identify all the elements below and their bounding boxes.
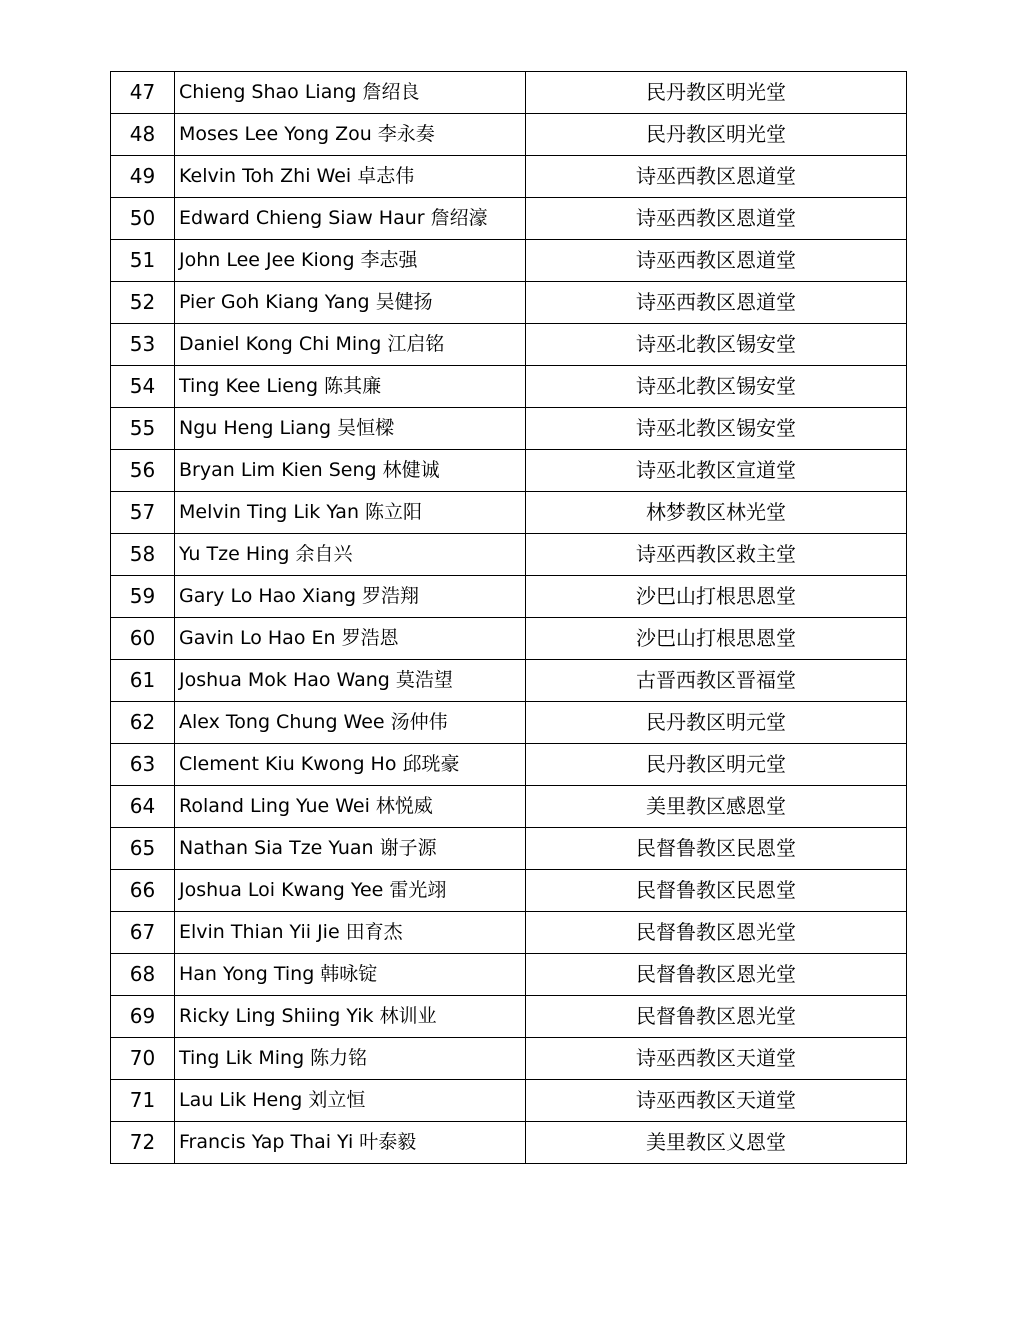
- table-row: [111, 1038, 907, 1080]
- table-row: [111, 660, 907, 702]
- row-number-cell: 48: [111, 114, 175, 156]
- row-number-cell: 69: [111, 996, 175, 1038]
- row-number-cell: 50: [111, 198, 175, 240]
- participant-name-cell: Bryan Lim Kien Seng 林健诚: [175, 450, 526, 492]
- row-number-cell: 64: [111, 786, 175, 828]
- church-cell: 民督鲁教区恩光堂: [526, 996, 907, 1038]
- row-number-cell: 59: [111, 576, 175, 618]
- church-cell: 民丹教区明光堂: [526, 72, 907, 114]
- row-number-cell: 61: [111, 660, 175, 702]
- table-row: [111, 114, 907, 156]
- church-cell: 民督鲁教区恩光堂: [526, 954, 907, 996]
- row-number-cell: 70: [111, 1038, 175, 1080]
- church-cell: 美里教区感恩堂: [526, 786, 907, 828]
- row-number-cell: 60: [111, 618, 175, 660]
- participant-name-cell: Clement Kiu Kwong Ho 邱珖豪: [175, 744, 526, 786]
- row-number-cell: 62: [111, 702, 175, 744]
- participant-name-cell: Nathan Sia Tze Yuan 谢子源: [175, 828, 526, 870]
- participant-name-cell: Chieng Shao Liang 詹绍良: [175, 72, 526, 114]
- table-row: [111, 408, 907, 450]
- row-number-cell: 54: [111, 366, 175, 408]
- row-number-cell: 47: [111, 72, 175, 114]
- participant-name-cell: Gavin Lo Hao En 罗浩恩: [175, 618, 526, 660]
- table-row: [111, 72, 907, 114]
- church-cell: 诗巫西教区恩道堂: [526, 240, 907, 282]
- church-cell: 诗巫北教区锡安堂: [526, 408, 907, 450]
- church-cell: 美里教区义恩堂: [526, 1122, 907, 1164]
- table-row: [111, 1080, 907, 1122]
- table-row: [111, 324, 907, 366]
- church-cell: 民丹教区明元堂: [526, 702, 907, 744]
- participant-name-cell: Ricky Ling Shiing Yik 林训业: [175, 996, 526, 1038]
- row-number-cell: 71: [111, 1080, 175, 1122]
- table-row: [111, 534, 907, 576]
- participant-name-cell: John Lee Jee Kiong 李志强: [175, 240, 526, 282]
- church-cell: 古晋西教区晋福堂: [526, 660, 907, 702]
- table-row: [111, 954, 907, 996]
- participant-name-cell: Han Yong Ting 韩咏锭: [175, 954, 526, 996]
- participant-name-cell: Daniel Kong Chi Ming 江启铭: [175, 324, 526, 366]
- participant-name-cell: Pier Goh Kiang Yang 吴健扬: [175, 282, 526, 324]
- participant-name-cell: Francis Yap Thai Yi 叶泰毅: [175, 1122, 526, 1164]
- table-row: [111, 912, 907, 954]
- row-number-cell: 55: [111, 408, 175, 450]
- table-row: [111, 870, 907, 912]
- table-row: [111, 786, 907, 828]
- row-number-cell: 72: [111, 1122, 175, 1164]
- participant-name-cell: Kelvin Toh Zhi Wei 卓志伟: [175, 156, 526, 198]
- participant-name-cell: Melvin Ting Lik Yan 陈立阳: [175, 492, 526, 534]
- participant-name-cell: Roland Ling Yue Wei 林悦威: [175, 786, 526, 828]
- participant-name-cell: Alex Tong Chung Wee 汤仲伟: [175, 702, 526, 744]
- participant-name-cell: Joshua Mok Hao Wang 莫浩望: [175, 660, 526, 702]
- participant-name-cell: Yu Tze Hing 余自兴: [175, 534, 526, 576]
- church-cell: 诗巫西教区救主堂: [526, 534, 907, 576]
- church-cell: 沙巴山打根思恩堂: [526, 618, 907, 660]
- roster-table-body: [111, 72, 907, 1164]
- church-cell: 诗巫西教区恩道堂: [526, 156, 907, 198]
- table-row: [111, 744, 907, 786]
- participant-name-cell: Gary Lo Hao Xiang 罗浩翔: [175, 576, 526, 618]
- table-row: [111, 702, 907, 744]
- participant-name-cell: Ting Lik Ming 陈力铭: [175, 1038, 526, 1080]
- participant-name-cell: Edward Chieng Siaw Haur 詹绍濠: [175, 198, 526, 240]
- row-number-cell: 53: [111, 324, 175, 366]
- row-number-cell: 51: [111, 240, 175, 282]
- church-cell: 林梦教区林光堂: [526, 492, 907, 534]
- church-cell: 民丹教区明元堂: [526, 744, 907, 786]
- row-number-cell: 58: [111, 534, 175, 576]
- table-row: [111, 156, 907, 198]
- church-cell: 诗巫西教区恩道堂: [526, 282, 907, 324]
- table-row: [111, 450, 907, 492]
- table-row: [111, 828, 907, 870]
- church-cell: 诗巫西教区天道堂: [526, 1080, 907, 1122]
- table-row: [111, 198, 907, 240]
- table-row: [111, 282, 907, 324]
- row-number-cell: 67: [111, 912, 175, 954]
- row-number-cell: 52: [111, 282, 175, 324]
- participant-name-cell: Elvin Thian Yii Jie 田育杰: [175, 912, 526, 954]
- participant-name-cell: Joshua Loi Kwang Yee 雷光翊: [175, 870, 526, 912]
- church-cell: 民丹教区明光堂: [526, 114, 907, 156]
- table-row: [111, 1122, 907, 1164]
- row-number-cell: 66: [111, 870, 175, 912]
- participant-name-cell: Ting Kee Lieng 陈其廉: [175, 366, 526, 408]
- participant-name-cell: Moses Lee Yong Zou 李永奏: [175, 114, 526, 156]
- participant-name-cell: Ngu Heng Liang 吴恒樑: [175, 408, 526, 450]
- table-row: [111, 576, 907, 618]
- church-cell: 诗巫北教区宣道堂: [526, 450, 907, 492]
- row-number-cell: 65: [111, 828, 175, 870]
- table-row: [111, 618, 907, 660]
- church-cell: 民督鲁教区民恩堂: [526, 828, 907, 870]
- church-cell: 民督鲁教区恩光堂: [526, 912, 907, 954]
- church-cell: 民督鲁教区民恩堂: [526, 870, 907, 912]
- church-cell: 沙巴山打根思恩堂: [526, 576, 907, 618]
- row-number-cell: 57: [111, 492, 175, 534]
- row-number-cell: 56: [111, 450, 175, 492]
- table-row: [111, 366, 907, 408]
- row-number-cell: 63: [111, 744, 175, 786]
- table-row: [111, 996, 907, 1038]
- church-cell: 诗巫北教区锡安堂: [526, 366, 907, 408]
- table-row: [111, 240, 907, 282]
- church-cell: 诗巫北教区锡安堂: [526, 324, 907, 366]
- church-cell: 诗巫西教区天道堂: [526, 1038, 907, 1080]
- row-number-cell: 49: [111, 156, 175, 198]
- row-number-cell: 68: [111, 954, 175, 996]
- church-cell: 诗巫西教区恩道堂: [526, 198, 907, 240]
- table-row: [111, 492, 907, 534]
- roster-table: [110, 71, 907, 1164]
- participant-name-cell: Lau Lik Heng 刘立恒: [175, 1080, 526, 1122]
